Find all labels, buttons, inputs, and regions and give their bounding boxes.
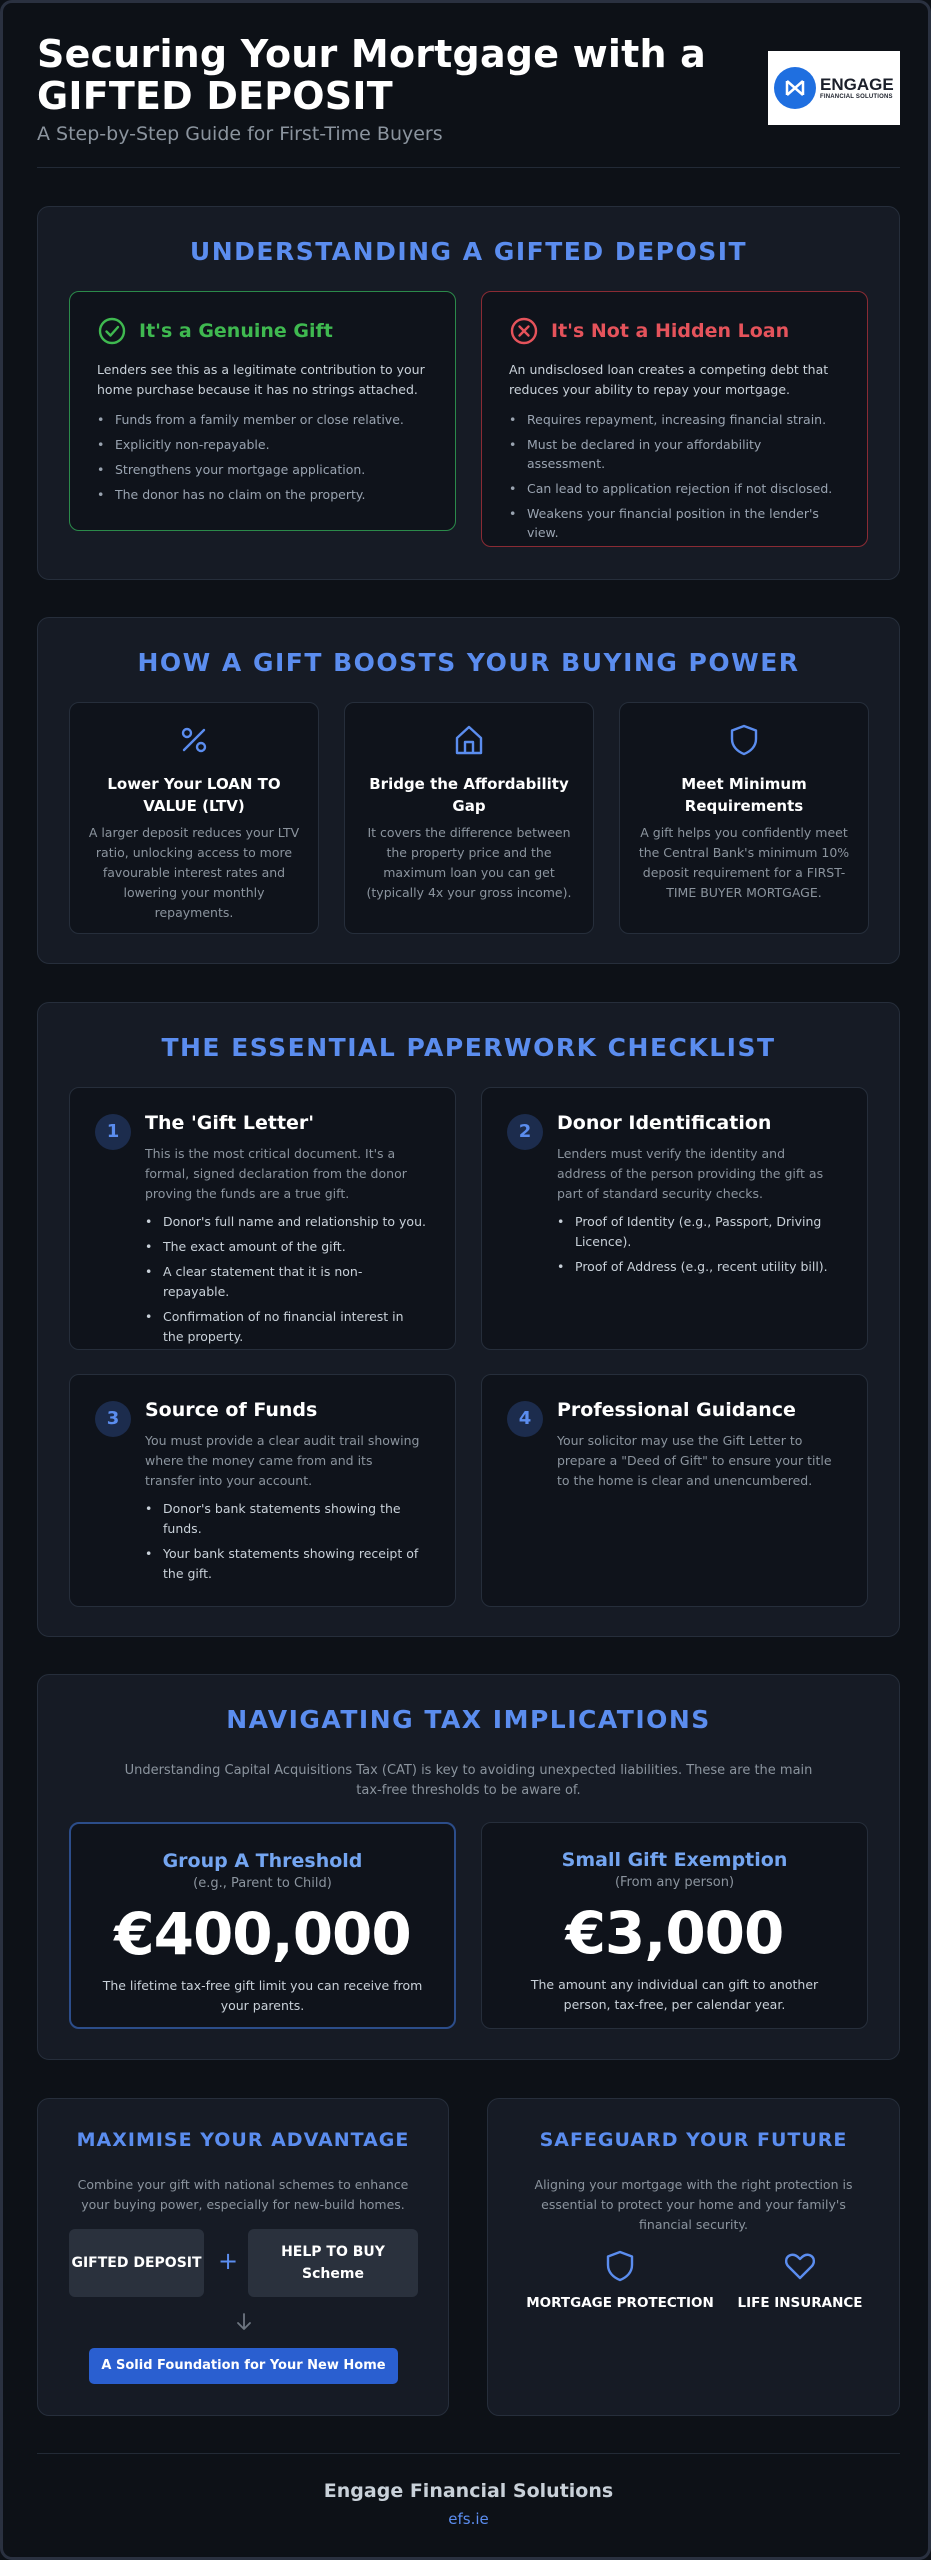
checklist-card-description: You must provide a clear audit trail showing where the money came from and its transfer into your account.	[145, 1433, 420, 1488]
threshold-description: The lifetime tax-free gift limit you can receive from your parents.	[102, 1978, 423, 2013]
buying-power-title: HOW A GIFT BOOSTS YOUR BUYING POWER	[137, 648, 800, 677]
percent-icon	[177, 723, 211, 757]
tax-title: NAVIGATING TAX IMPLICATIONS	[226, 1705, 711, 1734]
plus-sign: +	[218, 2247, 239, 2275]
advantage-description: Combine your gift with national schemes to enhance your buying power, especially for new-build homes.	[77, 2177, 409, 2212]
genuine-gift-card	[69, 291, 456, 531]
power-card-affordability	[344, 702, 594, 934]
mortgage-protection-label: MORTGAGE PROTECTION	[526, 2295, 714, 2311]
list-item: • The exact amount of the gift.	[145, 1237, 427, 1257]
advantage-title: MAXIMISE YOUR ADVANTAGE	[76, 2129, 410, 2151]
page-subtitle: A Step-by-Step Guide for First-Time Buyers	[37, 123, 443, 145]
exemption-subtitle: (From any person)	[614, 1875, 735, 1890]
check-circle-icon	[97, 316, 127, 346]
advantage-panel	[37, 2098, 449, 2416]
buying-power-section	[37, 617, 900, 964]
genuine-gift-description: Lenders see this as a legitimate contribution to your home purchase because it has no strings attached.	[97, 362, 425, 397]
power-card-title: Bridge the Affordability Gap	[369, 775, 569, 815]
threshold-subtitle: (e.g., Parent to Child)	[193, 1876, 332, 1891]
list-item: • Can lead to application rejection if not disclosed.	[509, 479, 840, 498]
hidden-loan-card	[481, 291, 868, 547]
checklist-card-professional	[481, 1374, 868, 1607]
page-footer	[37, 2453, 900, 2528]
shield-icon	[603, 2249, 637, 2283]
exemption-value: €3,000	[565, 1899, 784, 1967]
help-to-buy-box: HELP TO BUY Scheme	[248, 2229, 418, 2297]
power-card-title: Lower Your LOAN TO VALUE (LTV)	[107, 775, 281, 815]
list-item: • Proof of Address (e.g., recent utility bill).	[557, 1257, 839, 1277]
small-gift-exemption-card	[481, 1822, 868, 2029]
checklist-card-list	[557, 1212, 839, 1282]
paperwork-section	[37, 1002, 900, 1637]
hidden-loan-description: An undisclosed loan creates a competing debt that reduces your ability to repay your mortgage.	[509, 362, 829, 397]
list-item: • Donor's bank statements showing the funds.	[145, 1499, 427, 1539]
list-item: • Explicitly non-repayable.	[97, 435, 428, 454]
safeguard-title: SAFEGUARD YOUR FUTURE	[539, 2129, 848, 2151]
group-a-threshold-card	[69, 1822, 456, 2029]
logo-tagline: FINANCIAL SOLUTIONS	[820, 94, 893, 100]
shield-icon	[727, 723, 761, 757]
power-card-requirements	[619, 702, 869, 934]
hidden-loan-heading	[509, 316, 789, 346]
list-item: • Your bank statements showing receipt of the gift.	[145, 1544, 427, 1584]
power-card-description: A gift helps you confidently meet the Central Bank's minimum 10% deposit requirement for a FIRST-TIME BUYER MORTGAGE.	[638, 825, 850, 900]
genuine-gift-title: It's a Genuine Gift	[139, 320, 333, 342]
tax-intro: Understanding Capital Acquisitions Tax (CAT) is key to avoiding unexpected liabilities. These are the main tax-free thresholds to be aware of.	[124, 1763, 813, 1798]
hidden-loan-title: It's Not a Hidden Loan	[551, 320, 790, 342]
page-title: Securing Your Mortgage with a GIFTED DEPOSIT	[37, 32, 707, 118]
checklist-card-title: Donor Identification	[557, 1112, 772, 1134]
step-number: 4	[507, 1401, 543, 1437]
checklist-card-description: Lenders must verify the identity and address of the person providing the gift as part of standard security checks.	[557, 1146, 824, 1201]
list-item: • The donor has no claim on the property.	[97, 485, 428, 504]
checklist-card-source-funds	[69, 1374, 456, 1607]
list-item: • A clear statement that it is non-repayable.	[145, 1262, 427, 1302]
paperwork-title: THE ESSENTIAL PAPERWORK CHECKLIST	[161, 1033, 776, 1062]
threshold-title: Group A Threshold	[162, 1850, 363, 1872]
checklist-card-title: Professional Guidance	[557, 1399, 796, 1421]
understanding-section	[37, 206, 900, 580]
safeguard-description: Aligning your mortgage with the right protection is essential to protect your home and your family's financial security.	[534, 2177, 853, 2232]
checklist-card-title: Source of Funds	[145, 1399, 318, 1421]
home-icon	[452, 723, 486, 757]
step-number: 3	[95, 1401, 131, 1437]
list-item: • Donor's full name and relationship to you.	[145, 1212, 427, 1232]
safeguard-panel	[487, 2098, 900, 2416]
checklist-card-donor-id	[481, 1087, 868, 1350]
arrow-down-icon	[234, 2312, 254, 2332]
checklist-card-description: This is the most critical document. It's a formal, signed declaration from the donor proving the funds are a true gift.	[145, 1146, 407, 1201]
exemption-title: Small Gift Exemption	[561, 1849, 788, 1871]
step-number: 2	[507, 1114, 543, 1150]
hidden-loan-list	[509, 410, 840, 548]
exemption-description: The amount any individual can gift to another person, tax-free, per calendar year.	[530, 1977, 819, 2012]
list-item: • Weakens your financial position in the lender's view.	[509, 504, 840, 542]
logo-name: ENGAGE	[820, 75, 894, 94]
power-card-ltv	[69, 702, 319, 934]
genuine-gift-heading	[97, 316, 333, 346]
checklist-card-gift-letter	[69, 1087, 456, 1350]
power-card-title: Meet Minimum Requirements	[681, 775, 807, 815]
tax-section	[37, 1674, 900, 2060]
threshold-value: €400,000	[114, 1900, 411, 1968]
checklist-card-list	[145, 1499, 427, 1589]
checklist-card-title: The 'Gift Letter'	[145, 1112, 315, 1134]
checklist-card-description: Your solicitor may use the Gift Letter to prepare a "Deed of Gift" to ensure your title to the home is clear and unencumbered.	[557, 1433, 832, 1488]
step-number: 1	[95, 1114, 131, 1150]
checklist-card-list	[145, 1212, 427, 1352]
company-logo	[768, 51, 900, 125]
understanding-title: UNDERSTANDING A GIFTED DEPOSIT	[189, 237, 748, 266]
footer-company: Engage Financial Solutions	[323, 2480, 614, 2502]
life-insurance-item	[720, 2249, 880, 2311]
gifted-deposit-box: GIFTED DEPOSIT	[69, 2229, 204, 2297]
list-item: • Strengthens your mortgage application.	[97, 460, 428, 479]
logo-mark-icon	[774, 67, 816, 109]
solid-foundation-banner: A Solid Foundation for Your New Home	[89, 2348, 398, 2384]
mortgage-protection-item	[520, 2249, 720, 2311]
footer-url-link[interactable]: efs.ie	[448, 2510, 489, 2528]
list-item: • Confirmation of no financial interest in the property.	[145, 1307, 427, 1347]
power-card-description: A larger deposit reduces your LTV ratio, unlocking access to more favourable interest rates and lowering your monthly repayments.	[88, 825, 300, 920]
heart-icon	[783, 2249, 817, 2283]
list-item: • Proof of Identity (e.g., Passport, Driving Licence).	[557, 1212, 839, 1252]
page-header	[37, 33, 900, 168]
power-card-description: It covers the difference between the property price and the maximum loan you can get (typically 4x your gross income).	[366, 825, 572, 900]
genuine-gift-list	[97, 410, 428, 510]
list-item: • Must be declared in your affordability assessment.	[509, 435, 840, 473]
x-circle-icon	[509, 316, 539, 346]
list-item: • Funds from a family member or close relative.	[97, 410, 428, 429]
list-item: • Requires repayment, increasing financial strain.	[509, 410, 840, 429]
life-insurance-label: LIFE INSURANCE	[737, 2295, 863, 2311]
